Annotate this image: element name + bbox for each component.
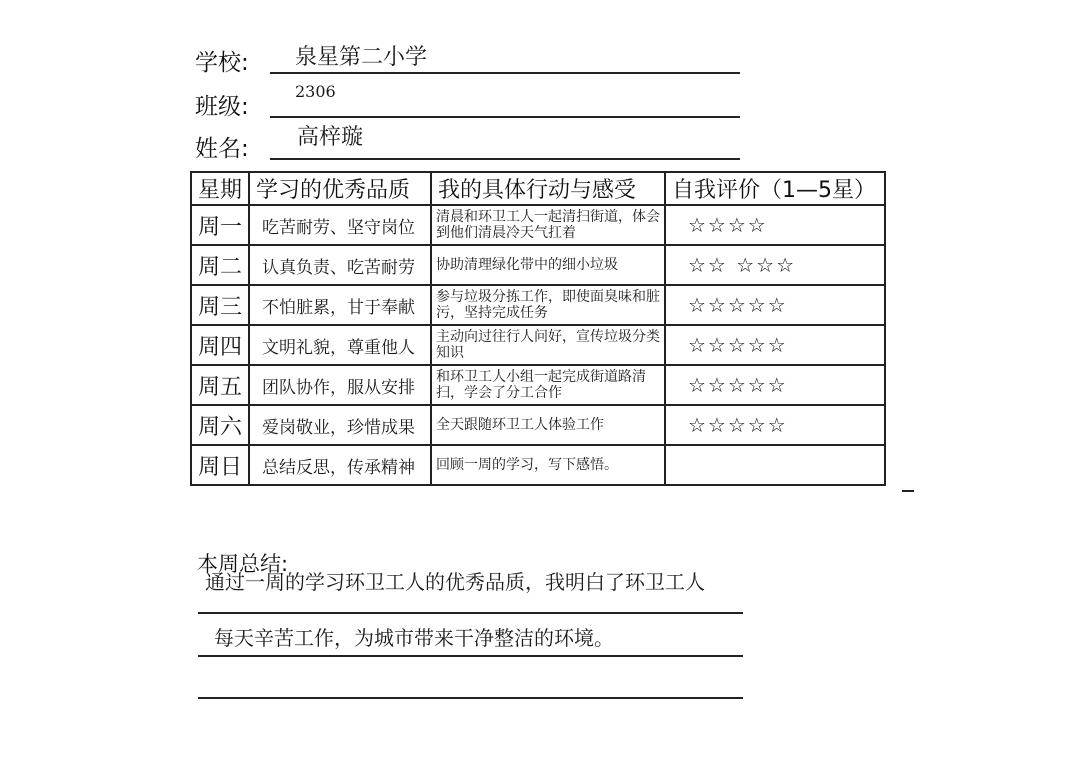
- table-row: [191, 205, 885, 245]
- table-row: [191, 445, 885, 485]
- header-self-rating: 自我评价（1—5星）: [665, 172, 885, 205]
- table-edge-mark: [902, 490, 914, 492]
- name-underline: [270, 158, 740, 160]
- action-cell: 全天跟随环卫工人体验工作: [431, 405, 665, 445]
- table-row: [191, 405, 885, 445]
- school-underline: [270, 72, 740, 74]
- table-row: [191, 365, 885, 405]
- summary-text-line-2: 每天辛苦工作，为城市带来干净整洁的环境。: [214, 626, 614, 650]
- weekly-table: [190, 171, 886, 486]
- header-day: 星期: [191, 172, 249, 205]
- summary-label: 本周总结:: [197, 552, 289, 576]
- rating-stars: ☆☆☆☆☆: [665, 405, 885, 445]
- summary-rule-3: [198, 697, 743, 699]
- name-label: 姓名:: [195, 136, 249, 162]
- day-cell: 周二: [191, 245, 249, 285]
- summary-rule-2: [198, 655, 743, 657]
- quality-cell: 认真负责、吃苦耐劳: [249, 245, 431, 285]
- class-label: 班级:: [195, 94, 249, 120]
- summary-text-line-1: 通过一周的学习环卫工人的优秀品质，我明白了环卫工人: [205, 570, 705, 594]
- table-row: [191, 325, 885, 365]
- summary-rule-1: [198, 612, 743, 614]
- header-action: 我的具体行动与感受: [431, 172, 665, 205]
- quality-cell: 总结反思，传承精神: [249, 445, 431, 485]
- class-value: 2306: [295, 82, 336, 101]
- day-cell: 周四: [191, 325, 249, 365]
- table-row: [191, 245, 885, 285]
- school-value: 泉星第二小学: [295, 45, 428, 70]
- table-row: [191, 285, 885, 325]
- quality-cell: 爱岗敬业，珍惜成果: [249, 405, 431, 445]
- rating-stars: ☆☆☆☆: [665, 205, 885, 245]
- day-cell: 周日: [191, 445, 249, 485]
- rating-stars: ☆☆☆☆☆: [665, 325, 885, 365]
- quality-cell: 吃苦耐劳、坚守岗位: [249, 205, 431, 245]
- day-cell: 周六: [191, 405, 249, 445]
- quality-cell: 不怕脏累，甘于奉献: [249, 285, 431, 325]
- rating-stars: ☆☆☆☆☆: [665, 365, 885, 405]
- quality-cell: 团队协作，服从安排: [249, 365, 431, 405]
- action-cell: 回顾一周的学习，写下感悟。: [431, 445, 665, 485]
- rating-stars: ☆☆☆☆☆: [665, 285, 885, 325]
- action-cell: 参与垃圾分拣工作，即使面臭味和脏污，坚持完成任务: [431, 285, 665, 325]
- day-cell: 周三: [191, 285, 249, 325]
- action-cell: 协助清理绿化带中的细小垃圾: [431, 245, 665, 285]
- day-cell: 周一: [191, 205, 249, 245]
- action-cell: 和环卫工人小组一起完成街道路清扫，学会了分工合作: [431, 365, 665, 405]
- name-value: 高梓璇: [297, 125, 364, 150]
- action-cell: 主动向过往行人问好，宣传垃圾分类知识: [431, 325, 665, 365]
- rating-stars: ☆☆ ☆☆☆: [665, 245, 885, 285]
- header-quality: 学习的优秀品质: [249, 172, 431, 205]
- action-cell: 清晨和环卫工人一起清扫街道，体会到他们清晨冷天气扛着: [431, 205, 665, 245]
- class-underline: [270, 116, 740, 118]
- school-label: 学校:: [195, 50, 249, 76]
- rating-stars: [665, 445, 885, 485]
- table-header-row: [191, 172, 885, 205]
- quality-cell: 文明礼貌，尊重他人: [249, 325, 431, 365]
- day-cell: 周五: [191, 365, 249, 405]
